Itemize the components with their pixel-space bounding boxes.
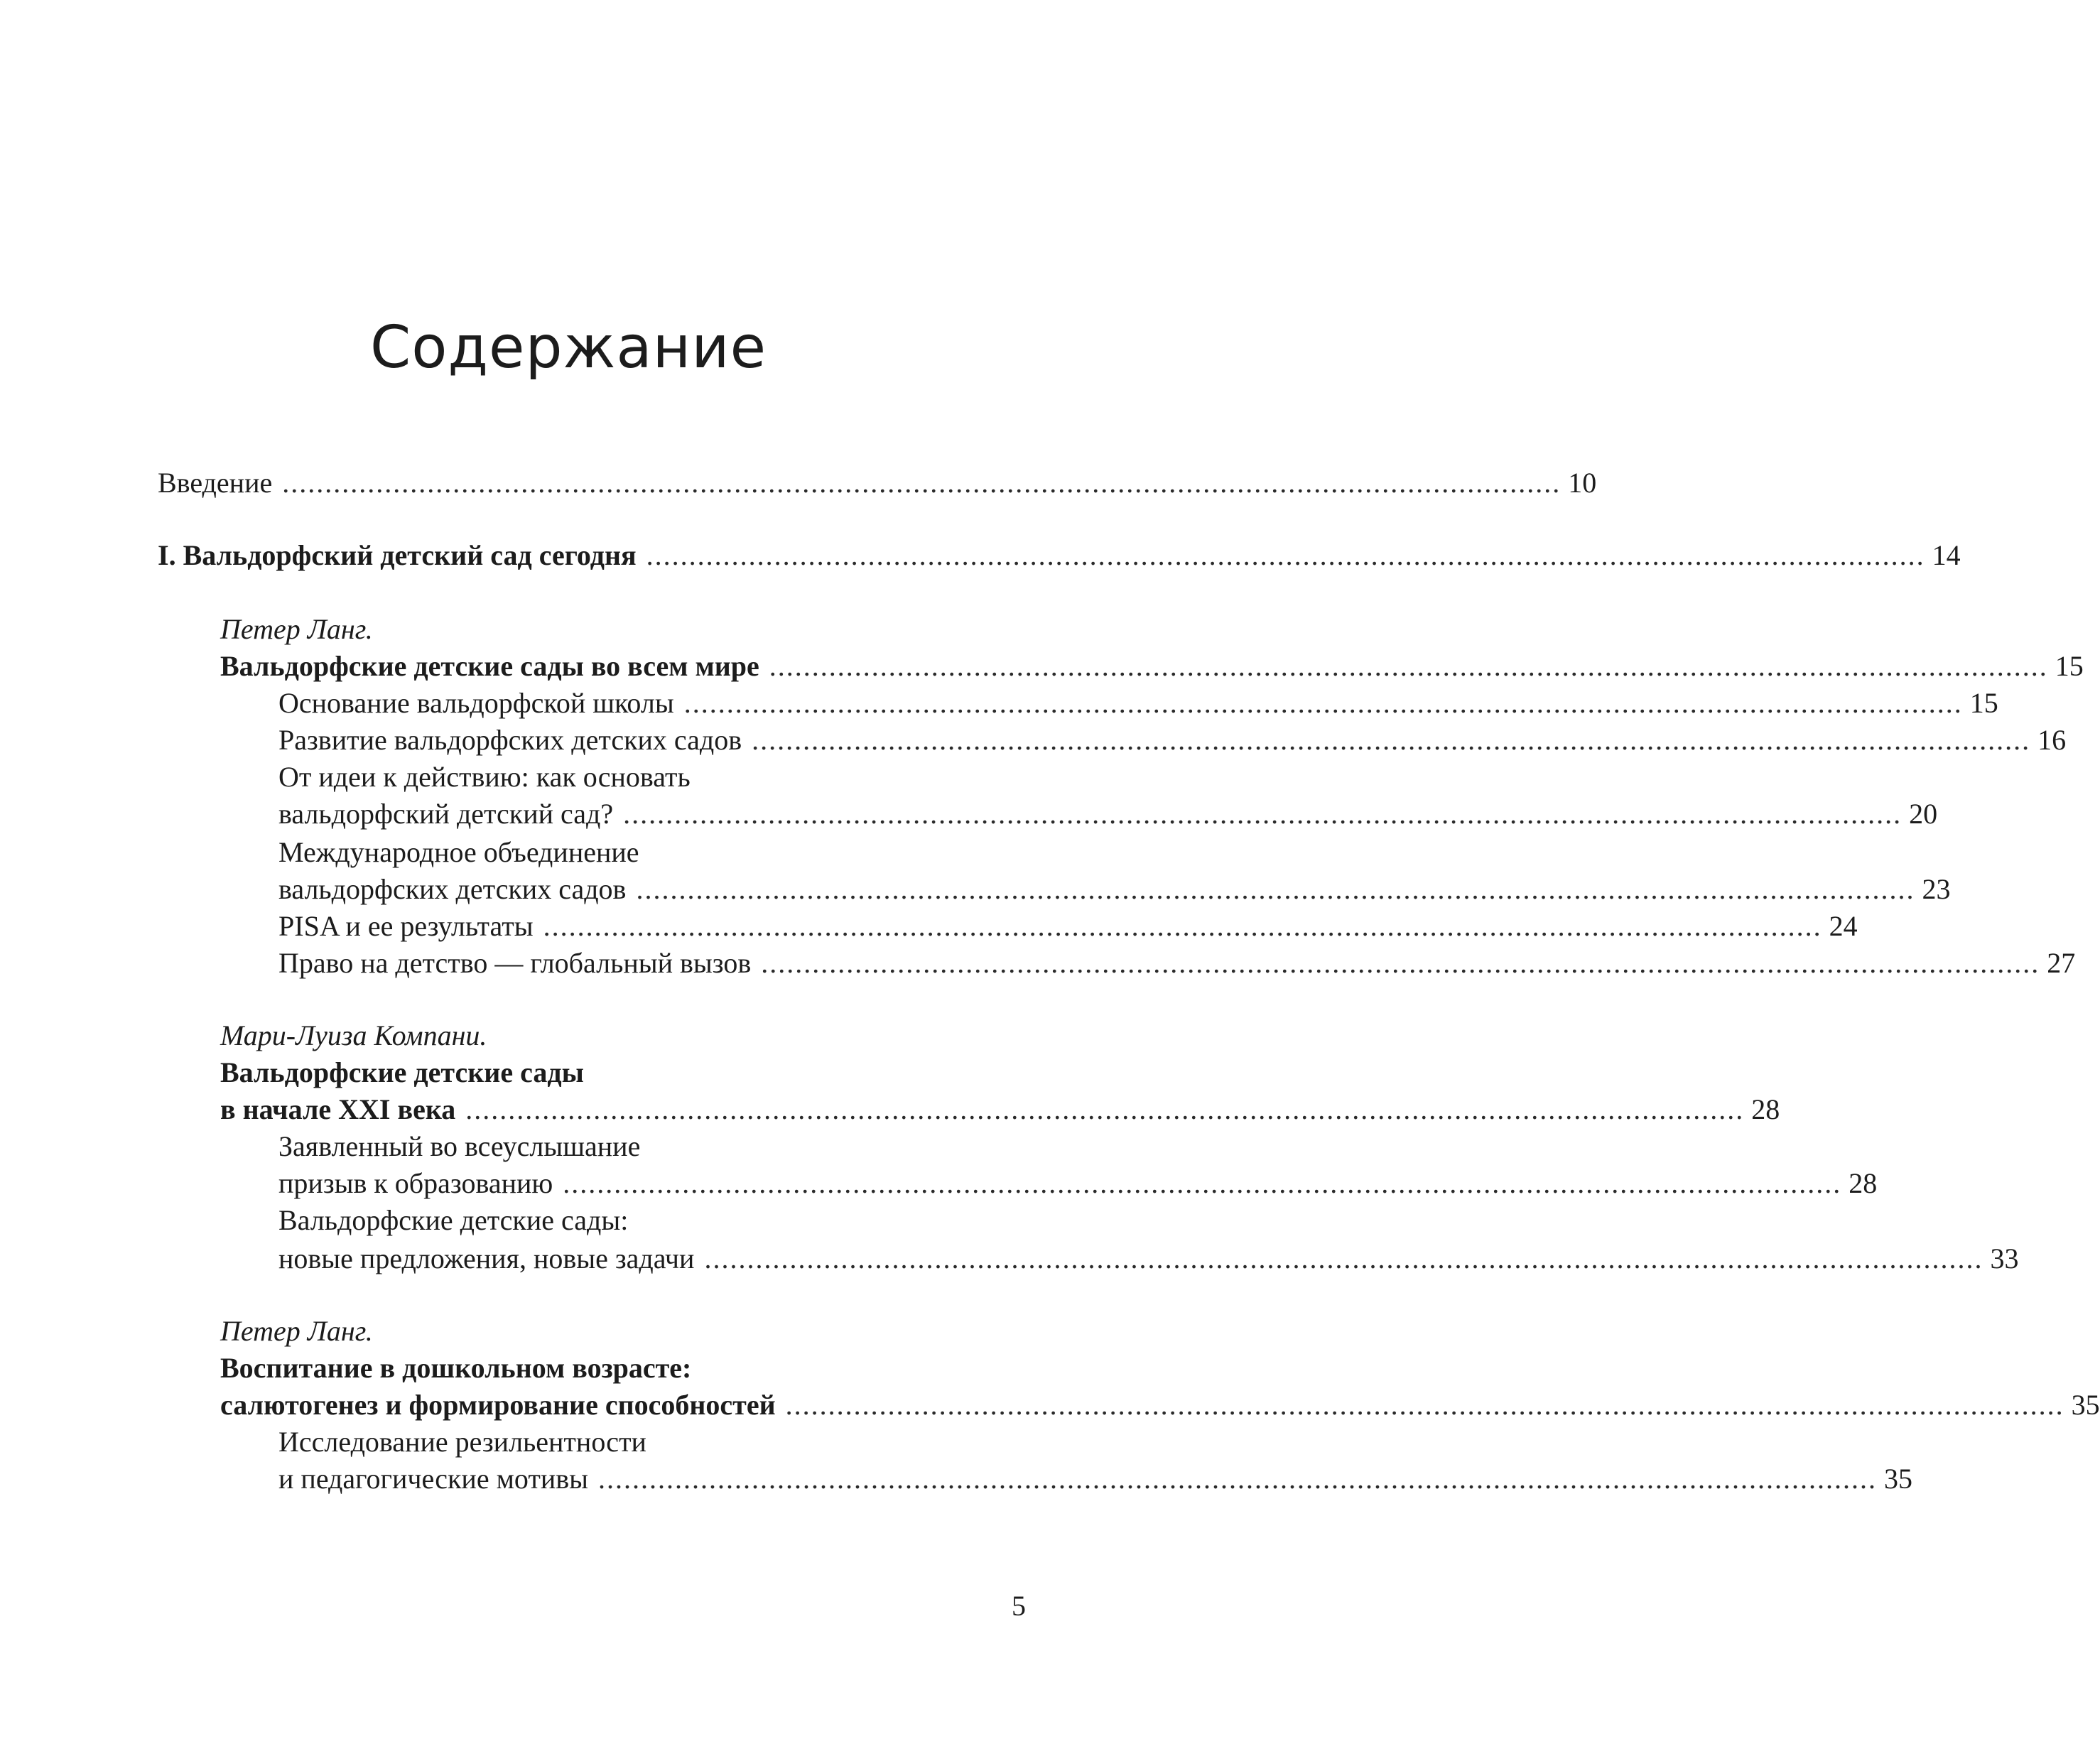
toc-entry-section[interactable] <box>278 683 1998 723</box>
toc-entry-section[interactable] <box>278 906 1858 946</box>
toc-entry-text: Право на детство — глобальный вызов <box>278 947 752 979</box>
dot-leader: ...................................................................................................................................................... <box>769 650 2048 682</box>
toc-entry-section[interactable] <box>278 720 2067 760</box>
toc-entry-text-line: От идеи к действию: как основать <box>278 761 691 793</box>
dot-leader: ...................................................................................................................................................... <box>543 910 1822 942</box>
toc-entry-text: новые предложения, новые задачи <box>278 1242 695 1274</box>
toc-entry-text-line: Заявленный во всеуслышание <box>278 1130 641 1162</box>
toc-entry-text: вальдорфских детских садов <box>278 873 627 905</box>
toc-entry-chapter[interactable] <box>220 1385 2100 1425</box>
dot-leader: ...................................................................................................................................................... <box>598 1463 1878 1495</box>
page-title: Содержание <box>369 314 767 381</box>
dot-leader: ...................................................................................................................................................... <box>646 539 1925 571</box>
toc-page-number: 14 <box>1932 539 1961 571</box>
toc-entry-section[interactable] <box>278 794 1938 834</box>
toc-page-number: 28 <box>1849 1167 1878 1199</box>
toc-page-number: 35 <box>2071 1389 2100 1421</box>
dot-leader: ...................................................................................................................................................... <box>683 687 1963 719</box>
toc-entry-section[interactable] <box>278 943 2076 983</box>
toc-entry-text: Вальдорфские детские сады во всем мире <box>220 650 759 682</box>
toc-page-number: 33 <box>1990 1242 2019 1274</box>
dot-leader: ...................................................................................................................................................... <box>465 1093 1745 1125</box>
toc-entry-chapter[interactable] <box>220 1090 1780 1130</box>
toc-page-number: 16 <box>2037 724 2067 756</box>
toc-entry-text: PISA и ее результаты <box>278 910 534 942</box>
dot-leader: ...................................................................................................................................................... <box>752 724 2031 756</box>
toc-entry-text-line: Вальдорфские детские сады: <box>278 1204 629 1236</box>
dot-leader: ...................................................................................................................................................... <box>785 1389 2064 1421</box>
toc-entry-text: Развитие вальдорфских детских садов <box>278 724 742 756</box>
toc-entry-text: в начале XXI века <box>220 1093 456 1125</box>
toc-page-number: 10 <box>1568 467 1597 499</box>
toc-entry-text: и педагогические мотивы <box>278 1463 589 1495</box>
toc-entry-part-1[interactable] <box>158 536 1961 575</box>
toc-page-number: 23 <box>1922 873 1951 905</box>
toc-page-number: 27 <box>2047 947 2076 979</box>
toc-page-number: 15 <box>1969 687 1998 719</box>
dot-leader: ...................................................................................................................................................... <box>563 1167 1842 1199</box>
toc-entry-section[interactable] <box>278 870 1951 909</box>
table-of-contents <box>158 0 2100 1634</box>
toc-page-number: 35 <box>1884 1463 1913 1495</box>
toc-author: Мари-Луиза Компани. <box>220 1019 487 1051</box>
dot-leader: ...................................................................................................................................................... <box>761 947 2040 979</box>
toc-entry-section[interactable] <box>278 1239 2019 1279</box>
dot-leader: ...................................................................................................................................................... <box>282 467 1562 499</box>
toc-entry-introduction[interactable] <box>158 463 1597 503</box>
toc-entry-text: I. Вальдорфский детский сад сегодня <box>158 539 637 571</box>
toc-page-number: 24 <box>1829 910 1858 942</box>
toc-entry-chapter[interactable] <box>220 646 2084 686</box>
toc-page-number: 20 <box>1909 798 1938 830</box>
toc-entry-text: Введение <box>158 467 273 499</box>
toc-chapter-line: Вальдорфские детские сады <box>220 1056 584 1088</box>
dot-leader: ...................................................................................................................................................... <box>623 798 1903 830</box>
toc-author: Петер Ланг. <box>220 613 373 645</box>
toc-entry-section[interactable] <box>278 1164 1878 1203</box>
toc-entry-section[interactable] <box>278 1459 1913 1499</box>
toc-entry-text-line: Международное объединение <box>278 836 639 868</box>
toc-entry-text: Основание вальдорфской школы <box>278 687 674 719</box>
dot-leader: ...................................................................................................................................................... <box>704 1242 1983 1274</box>
toc-entry-text: вальдорфский детский сад? <box>278 798 614 830</box>
dot-leader: ...................................................................................................................................................... <box>636 873 1915 905</box>
toc-page-number: 28 <box>1751 1093 1780 1125</box>
toc-author: Петер Ланг. <box>220 1315 373 1347</box>
toc-entry-text-line: Исследование резильентности <box>278 1426 646 1458</box>
page-number: 5 <box>1012 1590 1026 1622</box>
toc-entry-text: салютогенез и формирование способностей <box>220 1389 776 1421</box>
toc-chapter-line: Воспитание в дошкольном возрасте: <box>220 1352 692 1384</box>
toc-entry-text: призыв к образованию <box>278 1167 553 1199</box>
toc-page-number: 15 <box>2055 650 2084 682</box>
